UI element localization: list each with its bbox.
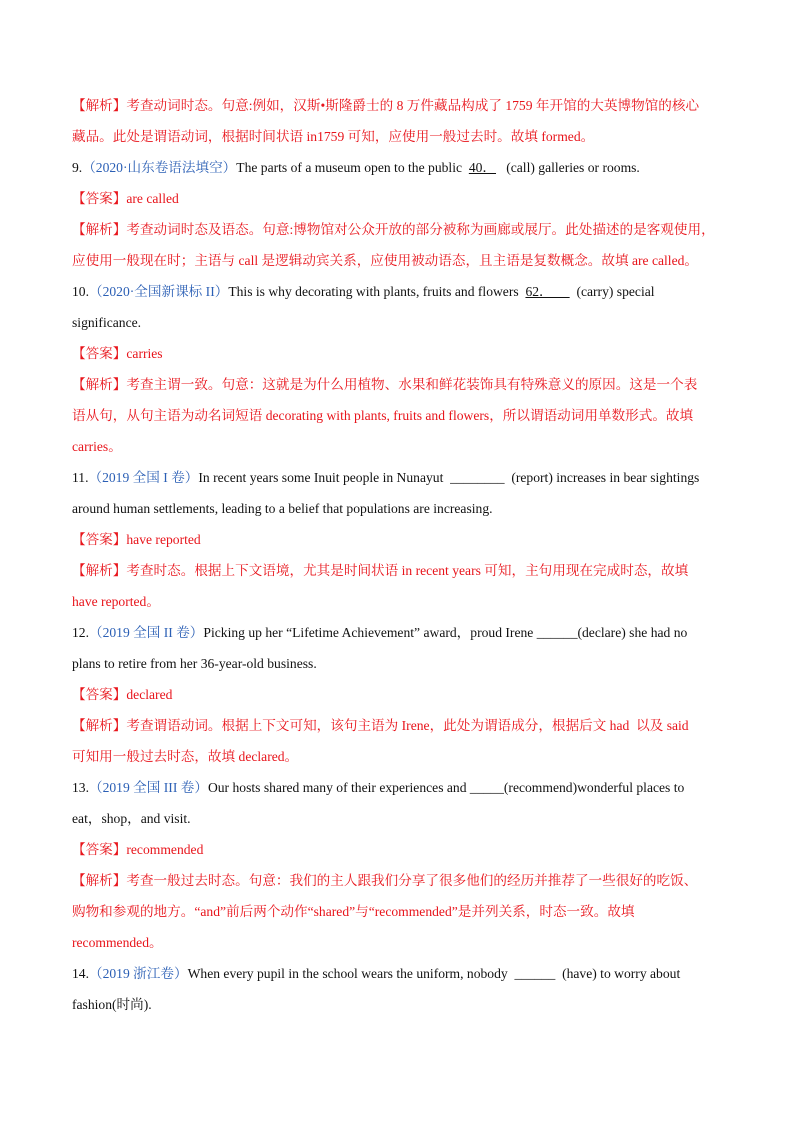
text-line [72,400,728,431]
question-text: eat，shop，and visit. [72,811,191,826]
answer-text: have reported。 [72,594,160,609]
text-line [72,617,728,648]
document-page [72,90,728,1020]
text-line [72,803,728,834]
text-line [72,245,728,276]
text-line [72,927,728,958]
answer-text: 【解析】考查动词时态。句意:例如，汉斯•斯隆爵士的 8 万件藏品构成了 1759 年开馆的大英博物馆的核心 [72,98,700,113]
answer-text: recommended。 [72,935,163,950]
question-source: （2019 全国 II 卷） [89,625,204,640]
question-text: 9. [72,160,83,175]
text-line [72,555,728,586]
text-line [72,369,728,400]
question-text: 62． [525,284,570,299]
question-text: Picking up her “Lifetime Achievement” award，proud Irene ______(declare) she had no [203,625,688,640]
text-line [72,896,728,927]
question-text: Our hosts shared many of their experiences and _____(recommend)wonderful places to [207,780,685,795]
answer-text: 【答案】are called [72,191,179,206]
question-source: （2019 全国 III 卷） [89,780,208,795]
answer-text: 【解析】考查主谓一致。句意：这就是为什么用植物、水果和鲜花装饰具有特殊意义的原因。这是一个表 [72,377,698,392]
answer-text: 购物和参观的地方。“and”前后两个动作“shared”与“recommended”是并列关系，时态一致。故填 [72,904,635,919]
text-line [72,834,728,865]
question-source: （2019 全国 I 卷） [88,470,199,485]
text-line [72,462,728,493]
question-text: fashion(时尚). [72,997,152,1012]
question-text: 14. [72,966,89,981]
text-line [72,648,728,679]
question-text: (call) galleries or rooms. [496,160,640,175]
text-line [72,772,728,803]
question-text: 10. [72,284,89,299]
question-text: (carry) special [569,284,655,299]
answer-text: 【解析】考查时态。根据上下文语境，尤其是时间状语 in recent years 可知，主句用现在完成时态，故填 [72,563,689,578]
text-line [72,710,728,741]
question-text: When every pupil in the school wears the uniform, nobody ______ (have) to worry about [187,966,681,981]
answer-text: 【解析】考查谓语动词。根据上下文可知，该句主语为 Irene，此处为谓语成分，根据后文 had 以及 said [72,718,689,733]
answer-text: 藏品。此处是谓语动词，根据时间状语 in1759 可知，应使用一般过去时。故填 formed。 [72,129,595,144]
answer-text: 【答案】have reported [72,532,201,547]
question-text: The parts of a museum open to the public [236,160,469,175]
text-line [72,90,728,121]
text-line [72,989,728,1020]
question-source: （2020·全国新课标 II） [89,284,229,299]
answer-text: 【答案】recommended [72,842,204,857]
text-line [72,121,728,152]
text-line [72,152,728,183]
text-line [72,741,728,772]
text-line [72,431,728,462]
text-line [72,307,728,338]
question-text: This is why decorating with plants, fruits and flowers [228,284,526,299]
text-line [72,958,728,989]
answer-text: 语从句，从句主语为动名词短语 decorating with plants, fruits and flowers，所以谓语动词用单数形式。故填 [72,408,694,423]
text-line [72,865,728,896]
question-text: 11. [72,470,89,485]
question-text: significance. [72,315,142,330]
text-line [72,524,728,555]
answer-text: carries。 [72,439,122,454]
text-line [72,493,728,524]
text-line [72,276,728,307]
question-text: In recent years some Inuit people in Nunayut ________ (report) increases in bear sightings [198,470,700,485]
answer-text: 可知用一般过去时态，故填 declared。 [72,749,299,764]
question-source: （2020·山东卷语法填空） [82,160,237,175]
answer-text: 【答案】carries [72,346,163,361]
question-text: 13. [72,780,89,795]
answer-text: 【解析】考查一般过去时态。句意：我们的主人跟我们分享了很多他们的经历并推荐了一些很好的吃饭、 [72,873,698,888]
text-line [72,183,728,214]
question-text: plans to retire from her 36-year-old business. [72,656,317,671]
answer-text: 【答案】declared [72,687,173,702]
text-line [72,214,728,245]
question-text: around human settlements, leading to a belief that populations are increasing. [72,501,493,516]
text-line [72,338,728,369]
text-line [72,586,728,617]
answer-text: 应使用一般现在时；主语与 call 是逻辑动宾关系，应使用被动语态，且主语是复数概念。故填 are called。 [72,253,699,268]
question-source: （2019 浙江卷） [89,966,188,981]
question-text: 12. [72,625,89,640]
answer-text: 【解析】考查动词时态及语态。句意:博物馆对公众开放的部分被称为画廊或展厅。此处描述的是客观使用， [72,222,715,237]
question-text: 40． [468,160,497,175]
text-line [72,679,728,710]
